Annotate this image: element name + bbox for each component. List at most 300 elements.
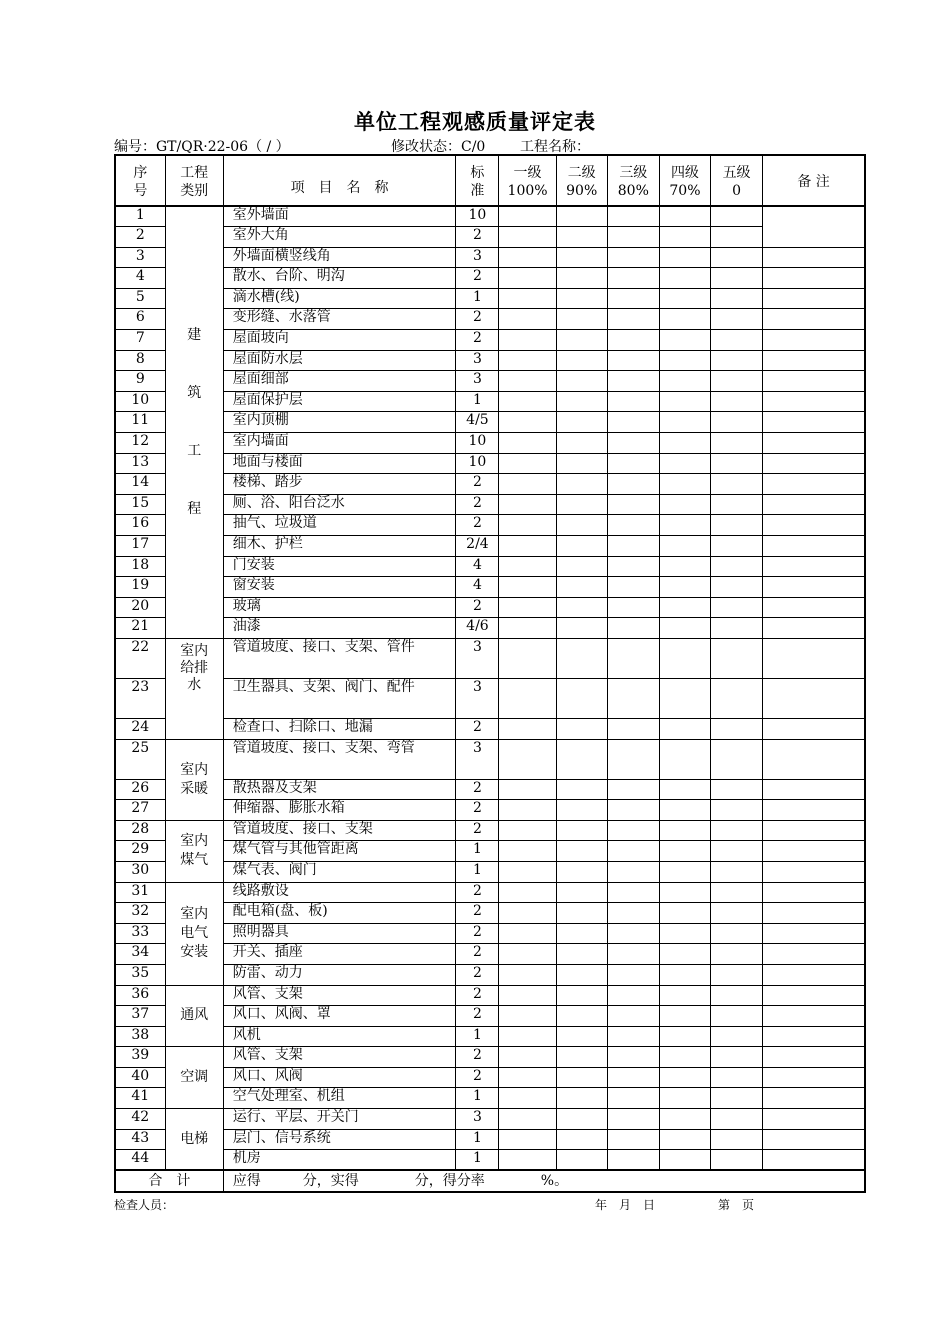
grade-2-cell[interactable] [556, 536, 607, 557]
remarks-cell[interactable] [763, 371, 865, 392]
grade-3-cell[interactable] [607, 1047, 659, 1068]
remarks-cell[interactable] [763, 536, 865, 557]
grade-4-cell[interactable] [659, 350, 710, 371]
grade-5-cell[interactable] [711, 206, 763, 227]
grade-5-cell[interactable] [711, 536, 763, 557]
grade-4-cell[interactable] [659, 391, 710, 412]
standard-score: 2/4 [456, 536, 499, 557]
header-category: 工程 类别 [165, 155, 223, 206]
grade-3-cell[interactable] [607, 247, 659, 268]
standard-score: 3 [456, 678, 499, 718]
grade-2-cell[interactable] [556, 638, 607, 678]
grade-1-cell[interactable] [499, 1109, 556, 1130]
grade-5-cell[interactable] [711, 800, 763, 821]
grade-5-cell[interactable] [711, 903, 763, 924]
grade-2-cell[interactable] [556, 309, 607, 330]
grade-1-cell[interactable] [499, 247, 556, 268]
grade-5-cell[interactable] [711, 1047, 763, 1068]
grade-4-cell[interactable] [659, 944, 710, 965]
remarks-cell[interactable] [763, 330, 865, 351]
grade-3-cell[interactable] [607, 412, 659, 433]
grade-4-cell[interactable] [659, 779, 710, 800]
grade-4-cell[interactable] [659, 309, 710, 330]
row-number: 13 [115, 453, 165, 474]
remarks-cell[interactable] [763, 718, 865, 739]
table-row [115, 330, 865, 351]
grade-1-cell[interactable] [499, 841, 556, 862]
grade-2-cell[interactable] [556, 474, 607, 495]
grade-1-cell[interactable] [499, 515, 556, 536]
grade-1-cell[interactable] [499, 638, 556, 678]
grade-2-cell[interactable] [556, 841, 607, 862]
grade-1-cell[interactable] [499, 944, 556, 965]
grade-5-cell[interactable] [711, 1109, 763, 1130]
grade-1-cell[interactable] [499, 618, 556, 639]
grade-3-cell[interactable] [607, 944, 659, 965]
remarks-cell[interactable] [763, 206, 865, 247]
item-name: 空气处理室、机组 [223, 1088, 456, 1109]
grade-4-cell[interactable] [659, 433, 710, 454]
grade-4-cell[interactable] [659, 288, 710, 309]
remarks-cell[interactable] [763, 861, 865, 882]
remarks-cell[interactable] [763, 618, 865, 639]
grade-1-cell[interactable] [499, 288, 556, 309]
grade-3-cell[interactable] [607, 841, 659, 862]
remarks-cell[interactable] [763, 1129, 865, 1150]
grade-4-cell[interactable] [659, 556, 710, 577]
remarks-cell[interactable] [763, 882, 865, 903]
grade-2-cell[interactable] [556, 268, 607, 289]
grade-2-cell[interactable] [556, 371, 607, 392]
grade-1-cell[interactable] [499, 268, 556, 289]
grade-5-cell[interactable] [711, 247, 763, 268]
grade-1-cell[interactable] [499, 309, 556, 330]
item-name: 抽气、垃圾道 [223, 515, 456, 536]
grade-1-cell[interactable] [499, 330, 556, 351]
grade-5-cell[interactable] [711, 820, 763, 841]
grade-3-cell[interactable] [607, 227, 659, 248]
item-name: 线路敷设 [223, 882, 456, 903]
grade-4-cell[interactable] [659, 1047, 710, 1068]
grade-4-cell[interactable] [659, 800, 710, 821]
grade-3-cell[interactable] [607, 820, 659, 841]
grade-3-cell[interactable] [607, 515, 659, 536]
grade-2-cell[interactable] [556, 412, 607, 433]
grade-2-cell[interactable] [556, 718, 607, 739]
category-ventilation [165, 985, 223, 1047]
grade-1-cell[interactable] [499, 678, 556, 718]
grade-4-cell[interactable] [659, 820, 710, 841]
grade-5-cell[interactable] [711, 1067, 763, 1088]
grade-2-cell[interactable] [556, 903, 607, 924]
grade-4-cell[interactable] [659, 1150, 710, 1171]
grade-4-cell[interactable] [659, 638, 710, 678]
grade-3-cell[interactable] [607, 1067, 659, 1088]
grade-2-cell[interactable] [556, 515, 607, 536]
grade-5-cell[interactable] [711, 841, 763, 862]
remarks-cell[interactable] [763, 1026, 865, 1047]
grade-2-cell[interactable] [556, 433, 607, 454]
grade-4-cell[interactable] [659, 1109, 710, 1130]
category-electric [165, 882, 223, 985]
grade-3-cell[interactable] [607, 779, 659, 800]
grade-2-cell[interactable] [556, 861, 607, 882]
grade-3-cell[interactable] [607, 739, 659, 779]
grade-4-cell[interactable] [659, 371, 710, 392]
grade-3-cell[interactable] [607, 536, 659, 557]
grade-1-cell[interactable] [499, 536, 556, 557]
remarks-cell[interactable] [763, 800, 865, 821]
grade-5-cell[interactable] [711, 227, 763, 248]
grade-4-cell[interactable] [659, 618, 710, 639]
grade-1-cell[interactable] [499, 556, 556, 577]
grade-5-cell[interactable] [711, 474, 763, 495]
grade-5-cell[interactable] [711, 638, 763, 678]
grade-1-cell[interactable] [499, 474, 556, 495]
grade-4-cell[interactable] [659, 1026, 710, 1047]
row-number: 44 [115, 1150, 165, 1171]
grade-3-cell[interactable] [607, 330, 659, 351]
grade-4-cell[interactable] [659, 923, 710, 944]
grade-2-cell[interactable] [556, 1047, 607, 1068]
table-row [115, 1047, 865, 1068]
remarks-cell[interactable] [763, 247, 865, 268]
grade-1-cell[interactable] [499, 494, 556, 515]
remarks-cell[interactable] [763, 309, 865, 330]
grade-5-cell[interactable] [711, 268, 763, 289]
grade-5-cell[interactable] [711, 618, 763, 639]
grade-3-cell[interactable] [607, 1006, 659, 1027]
grade-3-cell[interactable] [607, 494, 659, 515]
grade-1-cell[interactable] [499, 1026, 556, 1047]
grade-5-cell[interactable] [711, 1150, 763, 1171]
grade-5-cell[interactable] [711, 350, 763, 371]
row-number: 24 [115, 718, 165, 739]
grade-4-cell[interactable] [659, 739, 710, 779]
grade-3-cell[interactable] [607, 718, 659, 739]
row-number: 10 [115, 391, 165, 412]
grade-5-cell[interactable] [711, 597, 763, 618]
grade-5-cell[interactable] [711, 964, 763, 985]
grade-2-cell[interactable] [556, 1067, 607, 1088]
grade-1-cell[interactable] [499, 1129, 556, 1150]
grade-2-cell[interactable] [556, 206, 607, 227]
grade-1-cell[interactable] [499, 597, 556, 618]
grade-5-cell[interactable] [711, 678, 763, 718]
grade-2-cell[interactable] [556, 1150, 607, 1171]
grade-5-cell[interactable] [711, 985, 763, 1006]
table-row [115, 536, 865, 557]
grade-2-cell[interactable] [556, 923, 607, 944]
grade-1-cell[interactable] [499, 718, 556, 739]
remarks-cell[interactable] [763, 964, 865, 985]
grade-1-cell[interactable] [499, 1150, 556, 1171]
table-row [115, 515, 865, 536]
grade-4-cell[interactable] [659, 247, 710, 268]
grade-2-cell[interactable] [556, 597, 607, 618]
grade-5-cell[interactable] [711, 944, 763, 965]
remarks-cell[interactable] [763, 412, 865, 433]
grade-4-cell[interactable] [659, 718, 710, 739]
grade-1-cell[interactable] [499, 433, 556, 454]
remarks-cell[interactable] [763, 638, 865, 678]
remarks-cell[interactable] [763, 474, 865, 495]
grade-1-cell[interactable] [499, 371, 556, 392]
grade-1-cell[interactable] [499, 577, 556, 598]
grade-3-cell[interactable] [607, 474, 659, 495]
remarks-cell[interactable] [763, 1047, 865, 1068]
grade-1-cell[interactable] [499, 1047, 556, 1068]
remarks-cell[interactable] [763, 1109, 865, 1130]
grade-4-cell[interactable] [659, 1088, 710, 1109]
grade-5-cell[interactable] [711, 779, 763, 800]
grade-1-cell[interactable] [499, 985, 556, 1006]
grade-1-cell[interactable] [499, 412, 556, 433]
remarks-cell[interactable] [763, 678, 865, 718]
grade-3-cell[interactable] [607, 1088, 659, 1109]
grade-4-cell[interactable] [659, 515, 710, 536]
grade-2-cell[interactable] [556, 350, 607, 371]
remarks-cell[interactable] [763, 268, 865, 289]
grade-3-cell[interactable] [607, 309, 659, 330]
grade-3-cell[interactable] [607, 903, 659, 924]
grade-2-cell[interactable] [556, 779, 607, 800]
grade-3-cell[interactable] [607, 964, 659, 985]
grade-2-cell[interactable] [556, 1088, 607, 1109]
grade-1-cell[interactable] [499, 206, 556, 227]
remarks-cell[interactable] [763, 556, 865, 577]
grade-5-cell[interactable] [711, 309, 763, 330]
remarks-cell[interactable] [763, 350, 865, 371]
grade-2-cell[interactable] [556, 944, 607, 965]
grade-5-cell[interactable] [711, 923, 763, 944]
remarks-cell[interactable] [763, 577, 865, 598]
grade-5-cell[interactable] [711, 330, 763, 351]
remarks-cell[interactable] [763, 1067, 865, 1088]
grade-3-cell[interactable] [607, 985, 659, 1006]
grade-2-cell[interactable] [556, 820, 607, 841]
remarks-cell[interactable] [763, 779, 865, 800]
grade-5-cell[interactable] [711, 433, 763, 454]
grade-3-cell[interactable] [607, 453, 659, 474]
row-number: 14 [115, 474, 165, 495]
grade-5-cell[interactable] [711, 371, 763, 392]
remarks-cell[interactable] [763, 453, 865, 474]
remarks-cell[interactable] [763, 597, 865, 618]
grade-4-cell[interactable] [659, 1067, 710, 1088]
grade-3-cell[interactable] [607, 923, 659, 944]
grade-1-cell[interactable] [499, 391, 556, 412]
grade-4-cell[interactable] [659, 1129, 710, 1150]
grade-1-cell[interactable] [499, 227, 556, 248]
grade-5-cell[interactable] [711, 1006, 763, 1027]
grade-5-cell[interactable] [711, 718, 763, 739]
grade-1-cell[interactable] [499, 800, 556, 821]
remarks-cell[interactable] [763, 391, 865, 412]
grade-1-cell[interactable] [499, 739, 556, 779]
grade-5-cell[interactable] [711, 288, 763, 309]
grade-3-cell[interactable] [607, 618, 659, 639]
remarks-cell[interactable] [763, 494, 865, 515]
grade-3-cell[interactable] [607, 638, 659, 678]
grade-4-cell[interactable] [659, 903, 710, 924]
grade-5-cell[interactable] [711, 577, 763, 598]
grade-5-cell[interactable] [711, 391, 763, 412]
item-name: 玻璃 [223, 597, 456, 618]
grade-2-cell[interactable] [556, 618, 607, 639]
grade-3-cell[interactable] [607, 288, 659, 309]
grade-4-cell[interactable] [659, 1006, 710, 1027]
row-number: 27 [115, 800, 165, 821]
remarks-cell[interactable] [763, 1006, 865, 1027]
row-number: 39 [115, 1047, 165, 1068]
grade-4-cell[interactable] [659, 474, 710, 495]
grade-2-cell[interactable] [556, 556, 607, 577]
grade-1-cell[interactable] [499, 923, 556, 944]
item-name: 室外大角 [223, 227, 456, 248]
standard-score: 2 [456, 923, 499, 944]
grade-5-cell[interactable] [711, 1129, 763, 1150]
grade-2-cell[interactable] [556, 985, 607, 1006]
grade-3-cell[interactable] [607, 861, 659, 882]
grade-2-cell[interactable] [556, 1006, 607, 1027]
grade-2-cell[interactable] [556, 227, 607, 248]
grade-4-cell[interactable] [659, 206, 710, 227]
grade-2-cell[interactable] [556, 1109, 607, 1130]
grade-2-cell[interactable] [556, 1026, 607, 1047]
header-grade-2: 二级 90% [556, 155, 607, 206]
grade-4-cell[interactable] [659, 412, 710, 433]
row-number: 7 [115, 330, 165, 351]
grade-3-cell[interactable] [607, 391, 659, 412]
remarks-cell[interactable] [763, 1150, 865, 1171]
grade-4-cell[interactable] [659, 841, 710, 862]
grade-5-cell[interactable] [711, 1026, 763, 1047]
grade-1-cell[interactable] [499, 964, 556, 985]
grade-4-cell[interactable] [659, 985, 710, 1006]
category-char: 筑 [187, 385, 202, 402]
remarks-cell[interactable] [763, 515, 865, 536]
grade-4-cell[interactable] [659, 577, 710, 598]
remarks-cell[interactable] [763, 903, 865, 924]
grade-1-cell[interactable] [499, 453, 556, 474]
grade-4-cell[interactable] [659, 227, 710, 248]
grade-1-cell[interactable] [499, 1067, 556, 1088]
grade-1-cell[interactable] [499, 779, 556, 800]
header-row [115, 155, 865, 206]
table-row [115, 923, 865, 944]
grade-1-cell[interactable] [499, 820, 556, 841]
grade-4-cell[interactable] [659, 882, 710, 903]
remarks-cell[interactable] [763, 820, 865, 841]
item-name: 配电箱(盘、板) [223, 903, 456, 924]
grade-2-cell[interactable] [556, 453, 607, 474]
grade-2-cell[interactable] [556, 247, 607, 268]
remarks-cell[interactable] [763, 739, 865, 779]
category-building [165, 206, 223, 638]
remarks-cell[interactable] [763, 841, 865, 862]
grade-3-cell[interactable] [607, 556, 659, 577]
grade-4-cell[interactable] [659, 330, 710, 351]
grade-1-cell[interactable] [499, 1006, 556, 1027]
grade-2-cell[interactable] [556, 964, 607, 985]
grade-4-cell[interactable] [659, 597, 710, 618]
grade-4-cell[interactable] [659, 964, 710, 985]
grade-3-cell[interactable] [607, 350, 659, 371]
grade-2-cell[interactable] [556, 330, 607, 351]
standard-score: 2 [456, 800, 499, 821]
grade-1-cell[interactable] [499, 350, 556, 371]
grade-1-cell[interactable] [499, 1088, 556, 1109]
item-name: 检查口、扫除口、地漏 [223, 718, 456, 739]
grade-4-cell[interactable] [659, 678, 710, 718]
grade-1-cell[interactable] [499, 903, 556, 924]
remarks-cell[interactable] [763, 944, 865, 965]
grade-4-cell[interactable] [659, 536, 710, 557]
grade-2-cell[interactable] [556, 391, 607, 412]
remarks-cell[interactable] [763, 985, 865, 1006]
grade-4-cell[interactable] [659, 494, 710, 515]
grade-5-cell[interactable] [711, 453, 763, 474]
grade-2-cell[interactable] [556, 882, 607, 903]
grade-5-cell[interactable] [711, 882, 763, 903]
remarks-cell[interactable] [763, 288, 865, 309]
grade-3-cell[interactable] [607, 371, 659, 392]
grade-3-cell[interactable] [607, 597, 659, 618]
grade-4-cell[interactable] [659, 453, 710, 474]
grade-3-cell[interactable] [607, 678, 659, 718]
grade-5-cell[interactable] [711, 556, 763, 577]
grade-5-cell[interactable] [711, 739, 763, 779]
remarks-cell[interactable] [763, 433, 865, 454]
standard-score: 1 [456, 861, 499, 882]
grade-2-cell[interactable] [556, 678, 607, 718]
grade-3-cell[interactable] [607, 577, 659, 598]
grade-2-cell[interactable] [556, 739, 607, 779]
grade-2-cell[interactable] [556, 288, 607, 309]
grade-3-cell[interactable] [607, 1026, 659, 1047]
grade-3-cell[interactable] [607, 206, 659, 227]
standard-score: 3 [456, 350, 499, 371]
grade-4-cell[interactable] [659, 861, 710, 882]
grade-3-cell[interactable] [607, 268, 659, 289]
grade-5-cell[interactable] [711, 861, 763, 882]
grade-3-cell[interactable] [607, 433, 659, 454]
table-row [115, 247, 865, 268]
grade-3-cell[interactable] [607, 882, 659, 903]
item-name: 屋面坡向 [223, 330, 456, 351]
remarks-cell[interactable] [763, 923, 865, 944]
grade-2-cell[interactable] [556, 494, 607, 515]
grade-3-cell[interactable] [607, 1150, 659, 1171]
grade-1-cell[interactable] [499, 882, 556, 903]
grade-3-cell[interactable] [607, 800, 659, 821]
grade-4-cell[interactable] [659, 268, 710, 289]
grade-2-cell[interactable] [556, 577, 607, 598]
grade-3-cell[interactable] [607, 1109, 659, 1130]
remarks-cell[interactable] [763, 1088, 865, 1109]
grade-5-cell[interactable] [711, 1088, 763, 1109]
grade-2-cell[interactable] [556, 800, 607, 821]
category-heating [165, 739, 223, 820]
grade-5-cell[interactable] [711, 412, 763, 433]
grade-5-cell[interactable] [711, 515, 763, 536]
grade-5-cell[interactable] [711, 494, 763, 515]
grade-2-cell[interactable] [556, 1129, 607, 1150]
grade-3-cell[interactable] [607, 1129, 659, 1150]
row-number: 19 [115, 577, 165, 598]
grade-1-cell[interactable] [499, 861, 556, 882]
